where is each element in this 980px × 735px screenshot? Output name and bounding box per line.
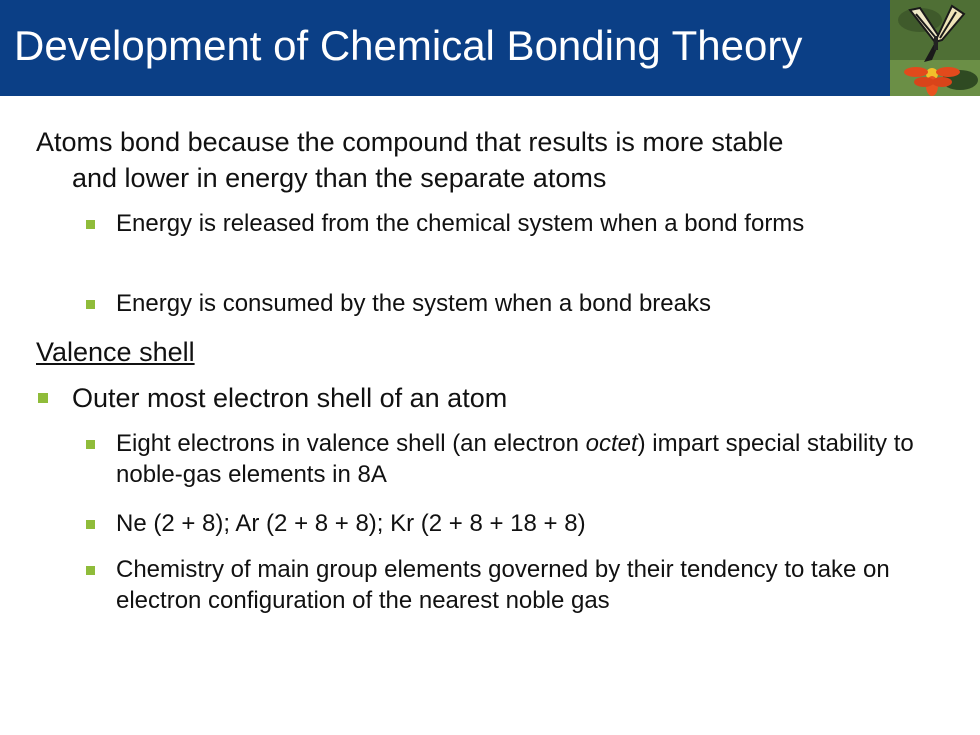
butterfly-photo (890, 0, 980, 96)
intro-paragraph (36, 124, 956, 196)
sub-bullet-noble-gas-configs: Ne (2 + 8); Ar (2 + 8 + 8); Kr (2 + 8 + 18 + 8) (116, 510, 586, 537)
sub-bullet-energy-released: Energy is released from the chemical system when a bond forms (116, 210, 805, 237)
slide-title: Development of Chemical Bonding Theory (14, 22, 803, 69)
octet-term: octet (585, 430, 638, 457)
valence-shell-heading: Valence shell (36, 337, 195, 367)
bullet-square-icon (38, 393, 48, 403)
title-bar (0, 0, 980, 96)
intro-line-2: and lower in energy than the separate atoms (72, 163, 607, 193)
bullet-square-icon (86, 300, 95, 309)
octet-text-post: ) impart special stability to noble-gas elements in 8A (116, 430, 914, 488)
sub-bullet-main-group-chemistry: Chemistry of main group elements governed by their tendency to take on electron configuration of the nearest noble gas (116, 556, 890, 614)
intro-line-1: Atoms bond because the compound that results is more stable (36, 127, 784, 157)
bullet-square-icon (86, 520, 95, 529)
bullet-outer-shell: Outer most electron shell of an atom (72, 383, 508, 413)
bullet-square-icon (86, 220, 95, 229)
bullet-square-icon (86, 566, 95, 575)
butterfly-photo-image (890, 0, 980, 96)
bullet-square-icon (86, 440, 95, 449)
sub-bullet-octet (116, 428, 956, 490)
sub-bullet-energy-consumed: Energy is consumed by the system when a bond breaks (116, 290, 711, 317)
octet-text-pre: Eight electrons in valence shell (an electron (116, 430, 586, 457)
